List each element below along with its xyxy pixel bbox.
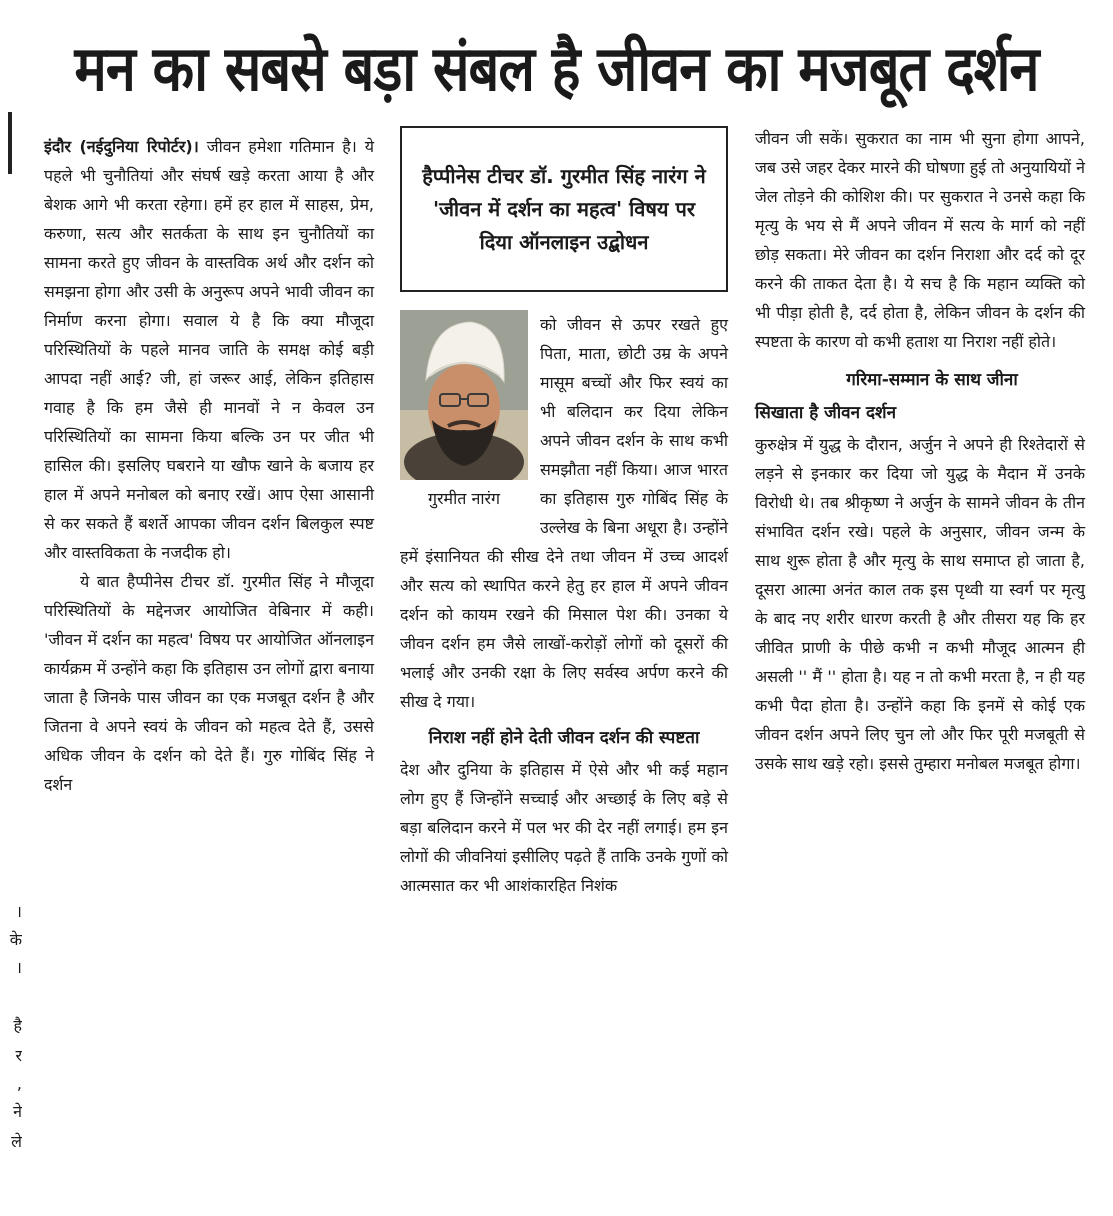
paragraph: जीवन जी सकें। सुकरात का नाम भी सुना होगा आपने, जब उसे जहर देकर मारने की घोषणा हुई तो अनुयायियों ने जेल तोड़ने की कोशिश की। पर सुकरात ने उनसे कहा कि मृत्यु के भय से मैं अपने जीवन में सत्य के मार्ग को नहीं छोड़ सकता। मेरे जीवन का दर्शन निराशा और दर्द को दूर करने की ताकत देता है। ये सच है कि महान व्यक्ति को भी पीड़ा होती है, दर्द होता है, लेकिन जीवन के दर्शन की स्पष्टता के कारण वो कभी हताश या निराश नहीं होते। [755,129,1085,351]
paragraph: ये बात हैप्पीनेस टीचर डॉ. गुरमीत सिंह ने मौजूदा परिस्थितियों के मद्देनजर आयोजित वेबिनार में कही। 'जीवन में दर्शन का महत्व' विषय पर आयोजित ऑनलाइन कार्यक्रम में उन्होंने कहा कि इतिहास उन लोगों द्वारा बनाया जाता है जिनके पास जीवन का एक मजबूत दर्शन है और जितना वे अपने स्वयं के जीवन को महत्व देते हैं, उससे अधिक जीवन के दर्शन को देते हैं। गुरु गोबिंद सिंह ने दर्शन [44,572,374,794]
paragraph-text: जीवन हमेशा गतिमान है। ये पहले भी चुनौतियां और संघर्ष खड़े करता आया है और बेशक आगे भी करता रहेगा। हमें हर हाल में साहस, प्रेम, करुणा, सत्य और सतर्कता के साथ इन चुनौतियों का सामना करते हुए जीवन के वास्तविक अर्थ और दर्शन को समझना होगा और उसी के अनुरूप अपने भावी जीवन का निर्माण करना होगा। सवाल ये है कि क्या मौजूदा परिस्थितियों के पहले मानव जाति के समक्ष कोई बड़ी आपदा नहीं आई? जी, हां जरूर आई, लेकिन इतिहास गवाह है कि हम जैसे ही मानवों ने न केवल उन परिस्थितियों का सामना किया बल्कि उन पर जीत भी हासिल की। इसलिए घबराने या खौफ खाने के बजाय हर हाल में अपने मनोबल को बनाए रखें। आप ऐसा आसानी से कर सकते हैं बशर्ते आपका जीवन दर्शन बिलकुल स्पष्ट और वास्तविकता के नजदीक हो। [44,137,374,562]
article-column-1 [44,132,374,799]
subheadline: हैप्पीनेस टीचर डॉ. गुरमीत सिंह नारंग ने 'जीवन में दर्शन का महत्व' विषय पर दिया ऑनलाइन उद्बोधन [422,163,706,254]
portrait-photo [400,310,528,480]
article-headline: मन का सबसे बड़ा संबल है जीवन का मजबूत दर्शन [74,32,1039,105]
paragraph: को जीवन से ऊपर रखते हुए पिता, माता, छोटी उम्र के अपने मासूम बच्चों और फिर स्वयं का भी बलिदान कर दिया लेकिन अपने जीवन दर्शन के साथ कभी समझौता नहीं किया। आज भारत का इतिहास गुरु गोबिंद सिंह के उल्लेख के बिना अधूरा है। उन्होंने हमें इंसानियत की सीख देने तथा जीवन में उच्च आदर्श और सत्य को स्थापित करने हेतु हर हाल में अपने जीवन दर्शन को कायम रखने की मिसाल पेश की। उनका ये जीवन दर्शन हम जैसे लाखों-करोड़ों लोगों को दूसरों की भलाई और उनकी रक्षा के लिए सर्वस्व अर्पण करने की सीख दे गया। [400,315,728,711]
paragraph [44,132,374,567]
edge-fragment: र [15,1046,22,1065]
edge-fragment: , [16,1074,22,1093]
section-heading-continued: सिखाता है जीवन दर्शन [755,403,897,423]
edge-fragment: के [9,930,22,949]
edge-fragment: है [13,1016,22,1035]
edge-fragment: ले [11,1132,22,1151]
edge-fragment: । [15,902,22,921]
article-column-3 [755,129,1085,778]
photo-block [400,310,528,522]
adjacent-article-edge [0,0,30,1216]
edge-rule [0,112,12,174]
section-heading: निराश नहीं होने देती जीवन दर्शन की स्पष्टता [428,728,700,748]
edge-fragment: । [15,958,22,977]
paragraph: देश और दुनिया के इतिहास में ऐसे और भी कई महान लोग हुए हैं जिन्होंने सच्चाई और अच्छाई के लिए बड़े से बड़ा बलिदान करने में पल भर की देर नहीं लगाई। हम इन लोगों की जीवनियां इसीलिए पढ़ते हैं ताकि उनके गुणों को आत्मसात कर भी आशंकारहित निशंक [400,760,728,895]
subheadline-box [400,126,728,292]
dateline: इंदौर (नईदुनिया रिपोर्टर)। [44,137,199,156]
paragraph: कुरुक्षेत्र में युद्ध के दौरान, अर्जुन ने अपने ही रिश्तेदारों से लड़ने से इनकार कर दिया जो युद्ध के मैदान में उनके विरोधी थे। तब श्रीकृष्ण ने अर्जुन के सामने जीवन के तीन संभावित दर्शन रखे। पहले के अनुसार, जीवन जन्म के साथ शुरू होता है और मृत्यु के साथ समाप्त हो जाता है, दूसरा आत्मा अनंत काल तक इस पृथ्वी या स्वर्ग पर मृत्यु के बाद नए शरीर धारण करती है और तीसरा यह कि हर जीवित प्राणी के पीछे कभी न कभी मौजूद आत्मन ही असली '' मैं '' होता है। यह न तो कभी मरता है, न ही यह कभी पैदा होता है। उन्होंने कहा कि इनमें से कोई एक जीवन दर्शन अपने लिए चुन लो और फिर पूरी मजबूती से उसके साथ खड़े रहो। इससे तुम्हारा मनोबल मजबूत होगा। [755,435,1085,773]
edge-fragment: ने [13,1102,22,1121]
article-column-2 [400,132,728,900]
section-heading: गरिमा-सम्मान के साथ जीना [846,370,1018,390]
photo-caption: गुरमीत नारंग [427,489,501,508]
portrait-illustration [400,310,528,480]
